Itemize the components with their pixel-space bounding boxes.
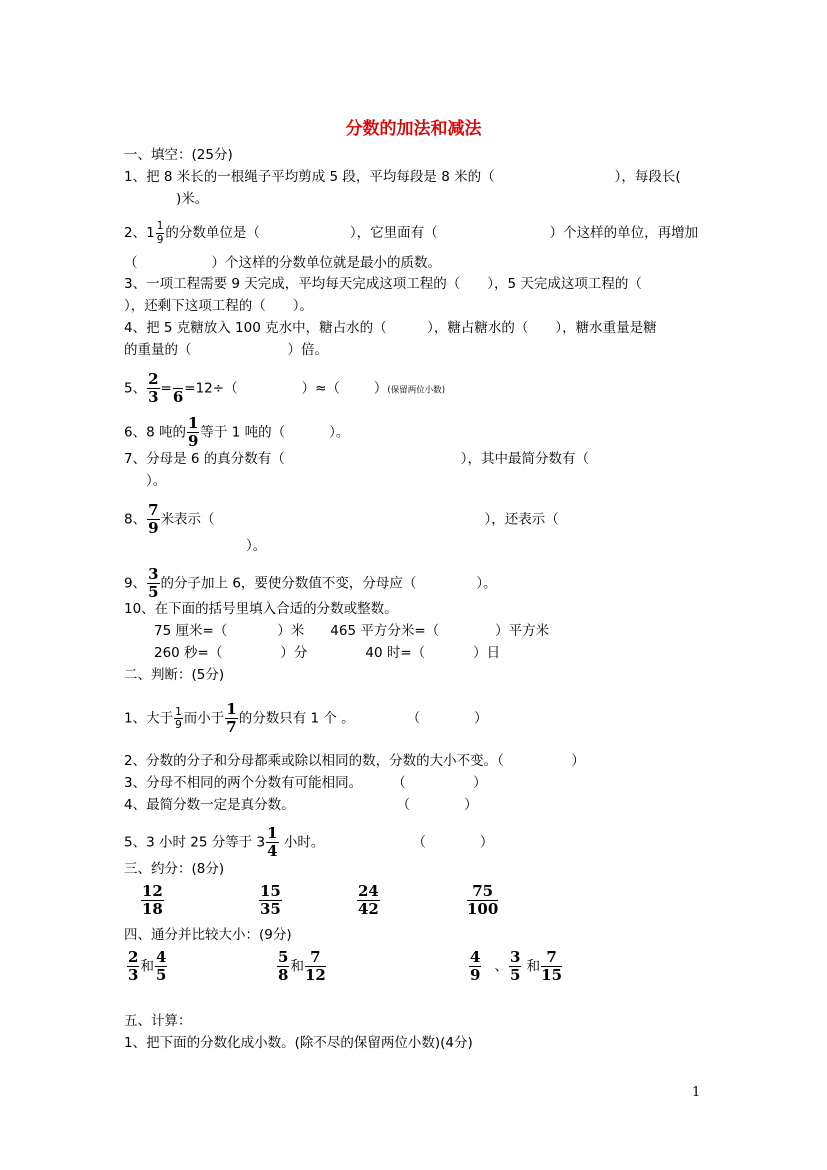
reduce-fraction-3: $\frac{24}{42}$ [358,882,379,918]
question-4-line-2: 的重量的（ ）倍。 [124,342,328,358]
page-number: 1 [692,1085,701,1100]
fraction-1-9-bold: $\frac{1}{9}$ [187,414,199,450]
compare-pair-2: $\frac{5}{8}$ 和 $\frac{7}{12}$ [278,948,326,984]
fraction-1-9-small: $\frac{1}{9}$ [175,705,182,731]
question-10: 10、在下面的括号里填入合适的分数或整数。 [124,601,398,617]
reduce-fraction-4: $\frac{75}{100}$ [467,882,499,918]
section-1-header: 一、填空：(25分) [124,147,233,163]
fraction-3-5: $\frac{3}{5}$ [148,565,159,601]
question-7-line-2: ）。 [146,473,167,489]
fraction-1-9: $\frac{1}{9}$ [156,220,164,246]
question-8-line-2: ）。 [246,538,267,554]
section-5-header: 五、计算： [124,1013,192,1029]
question-8-line-1: 8、 $\frac{7}{9}$ 米表示（ ），还表示（ [124,501,559,537]
judge-3: 3、分母不相同的两个分数有可能相同。 （ ） [124,775,487,791]
question-7-line-1: 7、分母是 6 的真分数有（ ），其中最简分数有（ [124,451,590,467]
section-4-header: 四、通分并比较大小：(9分) [124,927,292,943]
judge-2: 2、分数的分子和分母都乘或除以相同的数，分数的大小不变。（ ） [124,753,585,769]
judge-1: 1、大于 $\frac{1}{9}$ 而小于 $\frac{1}{7}$ 的分数只有 1 个 。 （ ） [124,700,488,736]
question-3-line-1: 3、一项工程需要 9 天完成，平均每天完成这项工程的（ ），5 天完成这项工程的（ [124,276,642,292]
reduce-fraction-1: $\frac{12}{18}$ [142,882,163,918]
judge-5: 5、3 小时 25 分等于 3 $\frac{1}{4}$ 小时。 （ ） [124,824,494,860]
question-10-row-2: 260 秒=（ ）分 40 时=（ ）日 [154,645,501,661]
fraction-7-9: $\frac{7}{9}$ [148,501,159,537]
fraction-1-7: $\frac{1}{7}$ [226,700,237,736]
fraction-2-3: $\frac{2}{3}$ [148,370,159,406]
fraction-1-4: $\frac{1}{4}$ [267,824,278,860]
question-1-line-1: 1、把 8 米长的一根绳子平均剪成 5 段，平均每段是 8 米的（ ），每段长( [124,169,681,185]
section-3-header: 三、约分：(8分) [124,861,225,877]
question-2-line-1: 2、1 $\frac{1}{9}$ 的分数单位是（ ），它里面有（ ）个这样的单位，再增加 [124,220,699,246]
question-4-line-1: 4、把 5 克糖放入 100 克水中，糖占水的（ ），糖占糖水的（ ），糖水重量是糖 [124,320,657,336]
calc-1: 1、把下面的分数化成小数。(除不尽的保留两位小数)(4分) [124,1035,473,1051]
reduce-fraction-2: $\frac{15}{35}$ [260,882,281,918]
question-10-row-1: 75 厘米=（ ）米 465 平方分米=（ ）平方米 [154,623,550,639]
question-5: 5、 $\frac{2}{3}$ = 6 =12÷（ ）≈（ ）(保留两位小数) [124,370,446,406]
fraction-blank-6: 6 [173,373,183,405]
question-1-line-2: )米。 [176,191,209,207]
question-9: 9、 $\frac{3}{5}$ 的分子加上 6，要使分数值不变，分母应（ ）。 [124,565,497,601]
question-3-line-2: ），还剩下这项工程的（ ）。 [124,298,313,314]
question-2-line-2: （ ）个这样的分数单位就是最小的质数。 [124,255,441,271]
compare-triple-3: $\frac{4}{9}$ 、 $\frac{3}{5}$ 和 $\frac{7}{15}$ [470,948,563,984]
section-2-header: 二、判断：(5分) [124,667,225,683]
page-title: 分数的加法和减法 [345,119,482,139]
question-6: 6、8 吨的 $\frac{1}{9}$ 等于 1 吨的（ ）。 [124,414,350,450]
compare-pair-1: $\frac{2}{3}$ 和 $\frac{4}{5}$ [128,948,167,984]
judge-4: 4、最简分数一定是真分数。 （ ） [124,797,478,813]
